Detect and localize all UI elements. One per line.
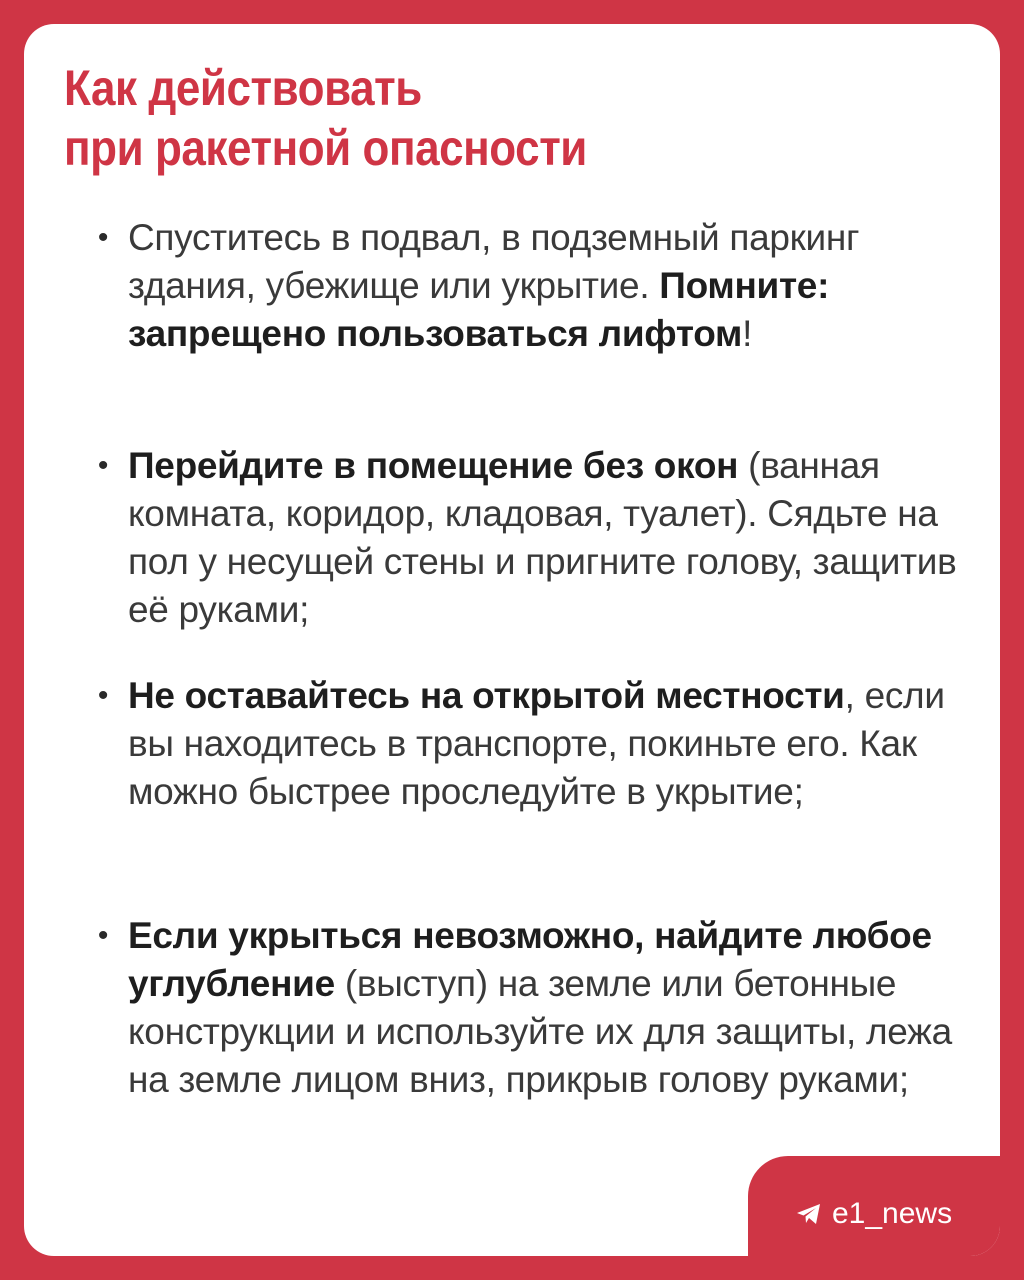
bullet: • (97, 449, 109, 482)
list-item (97, 214, 988, 358)
item-text: ! (742, 313, 753, 354)
item-text: (выступ) на земле или бетонные конструкции и используйте их для защиты, лежа на земле лицом вниз, прикрыв голову руками; (128, 963, 952, 1100)
item-text-bold: Если укрыться невозможно, найдите любое углубление (128, 915, 932, 1004)
bullet: • (97, 679, 109, 712)
item-text-bold: Не оставайтесь на открытой местности (128, 675, 845, 716)
title-line-2: при ракетной опасности (64, 120, 587, 176)
list-item (97, 912, 988, 1104)
item-text: , если вы находитесь в транспорте, покиньте его. Как можно быстрее проследуйте в укрытие; (128, 675, 945, 812)
item-text-bold: Перейдите в помещение без окон (128, 445, 739, 486)
bullet: • (97, 221, 109, 254)
title-line-1: Как действовать (64, 60, 422, 116)
channel-link[interactable] (796, 1194, 952, 1234)
item-text: (ванная комната, коридор, кладовая, туалет). Сядьте на пол у несущей стены и пригните голову, защитив её руками; (128, 445, 957, 630)
list-item (97, 442, 988, 634)
channel-badge[interactable] (748, 1156, 1000, 1256)
bullet: • (97, 919, 109, 952)
item-text-bold: Помните: запрещено пользоваться лифтом (128, 265, 830, 354)
instruction-list (24, 24, 1000, 1256)
channel-handle: e1_news (832, 1197, 953, 1230)
card (24, 24, 1000, 1256)
item-text: Спуститесь в подвал, в подземный паркинг здания, убежище или укрытие. (128, 217, 860, 306)
list-item (97, 672, 988, 816)
telegram-icon (796, 1202, 822, 1226)
